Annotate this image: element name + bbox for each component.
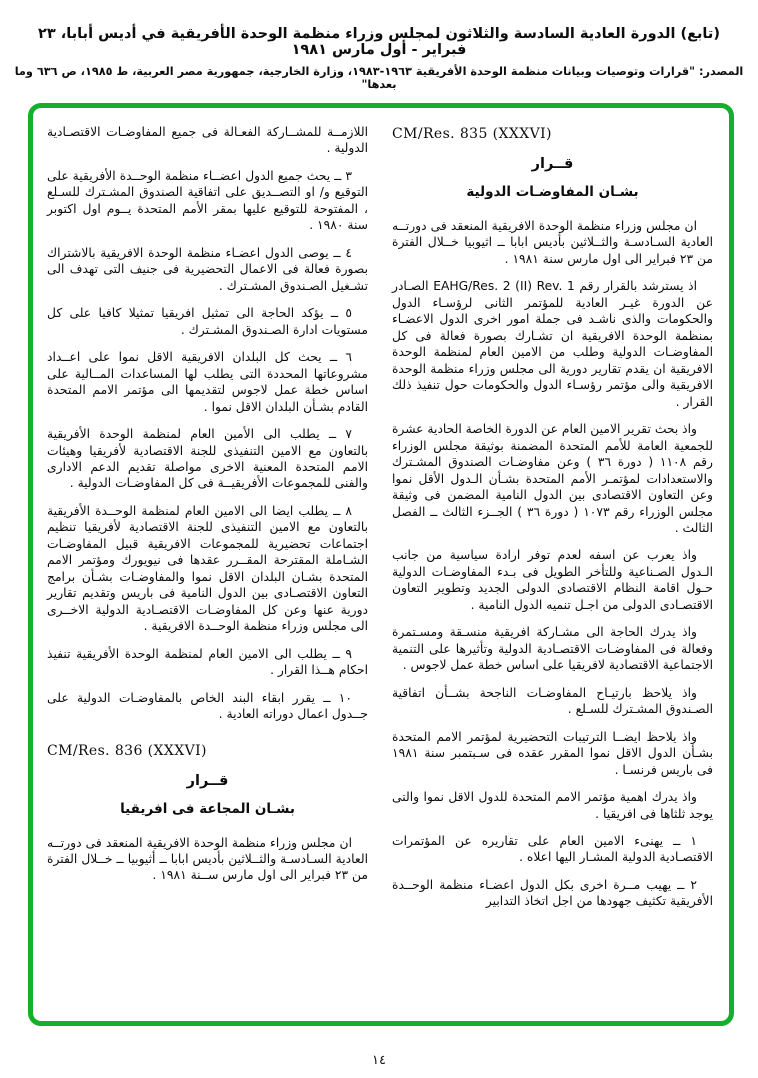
res836-paragraph: ان مجلس وزراء منظمة الوحدة الافريقية المنعقد فى دورتــه العادية السـادسـة والثــلاثين بأديس ابابا ــ أثيوبيا ــ خــلال الفترة من ٢٣ فبراير الى اول مارس ســنة ١٩٨١ . <box>47 835 368 883</box>
column-right <box>392 124 713 1011</box>
res835-operative-item: ٨ ــ يطلب ايضا الى الامين العام لمنظمة الوحــدة الأفريقية بالتعاون مع الامين التنفيذى للجنة الاقتصادية لأفريقيا تنظيم اجتماعات تحضيرية للمجموعات الافريقية قبيل المفاوضـات الشـاملة المقترحة المقــرر عقدها فى نيويورك ومؤتمر الامم المتحدة بشـان البلدان الاقل نموا والمفاوضـات بشـأن برامج التعاون الاقتصـادى بين الدول النامية فى باريس وتقديم تقارير دورية عنها وعن كل المفاوضـات الاقتصـادية الدولية الاخــرى الى مجلس وزراء منظمة الوحــدة الافريقية . <box>47 503 368 634</box>
resolution-835-title: قــرار <box>531 156 574 172</box>
res835-operative-item: ١٠ ــ يقرر ابقاء البند الخاص بالمفاوضـات الدولية على جــدول اعمال دوراته العادية . <box>47 690 368 722</box>
page-header <box>0 0 758 91</box>
content-frame <box>28 103 734 1026</box>
resolution-835-subtitle: بشـان المفاوضـات الدولية <box>466 184 639 200</box>
resolution-836-id: CM/Res. 836 (XXXVI) <box>47 742 207 759</box>
res835-paragraph: واذ يعرب عن اسفه لعدم توفر ارادة سياسية من جانب الـدول الصـناعية وللتأخر الطويل فى بـدء المفاوضـات الدولية حـول اقامة النظام الاقتصادى الدولى الجديد وتطوير التعاون الاقتصـادى الدولى من اجـل تنميه الدول النامية . <box>392 548 713 612</box>
resolution-836-title: قــرار <box>186 772 229 789</box>
res835-paragraph: ان مجلس وزراء منظمة الوحدة الافريقية المنعقد فى دورتــه العادية السـادسـة والثــلاثين بأديس ابابا ــ اثيوبيا خــلال الفترة من ٢٣ فبراير الى اول مارس سنة ١٩٨١ . <box>392 219 713 266</box>
res835-paragraph: واذ يدرك الحاجة الى مشـاركة افريقية منسـقة ومسـتمرة وفعالة فى المفاوضـات الاقتصـادية الدولية وتأثيرها على التنمية الاجتماعية الاقتصادية لافريقيا على اساس خطة عمل لاجوس . <box>392 625 713 673</box>
res835-operative-item: ٩ ــ يطلب الى الامين العام لمنظمة الوحدة الأفريقية تنفيذ احكام هــذا القرار . <box>47 646 368 678</box>
source-line: المصدر: "قرارات وتوصيات وبيانات منظمة الوحدة الأفريقية ١٩٦٣-١٩٨٣، وزارة الخارجية، جمهورية مصر العربية، ط ١٩٨٥، ص ٦٣٦ وما بعدها" <box>14 65 744 91</box>
resolution-836-subtitle: بشـان المجاعة فى افريقيا <box>120 800 295 817</box>
res835-paragraph: واذ يدرك اهمية مؤتمر الامم المتحدة للدول الاقل نموا والتى يوجد ثلثاها فى افريقيا . <box>392 790 713 821</box>
resolution-835-id: CM/Res. 835 (XXXVI) <box>392 126 552 142</box>
res835-operative-item: ٥ ــ يؤكد الحاجة الى تمثيل افريقيا تمثيلا كافيا على كل مستويات ادارة الصـندوق المشـترك . <box>47 306 368 337</box>
res835-operative-item: ٢ ــ يهيب مــرة اخرى بكل الدول اعضـاء منظمة الوحــدة الأفريقية تكثيف جهودها من اجل اتخاذ التدابير <box>392 877 713 909</box>
res835-paragraph: واذ يلاحظ بارتيـاح المفاوضـات الناجحة بشــأن اتفاقية الصـندوق المشـترك للسـلع . <box>392 685 713 717</box>
res835-operative-item: ٦ ــ يحث كل البلدان الافريقية الاقل نموا على اعــداد مشروعاتها المحددة التى يطلب لها المساعدات المــالية على اساس خطة عمل لاجوس لتقديمها الى مؤتمر الامم المتحدة القادم بشـأن البلدان الاقل نموا . <box>47 350 368 414</box>
res835-paragraph: اذ يسترشد بالقرار رقم EAHG/Res. 2 (II) Rev. 1 الصـادر عن الدورة غيـر العادية للمؤتمر الثانى لرؤسـاء الدول والحكومات والذى ناشـد فى جملة امور اخرى الدول الاعضـاء بمنظمة الوحدة الافريقية ان تشـارك بصورة فعالة فى كل المفاوضـات الدولية وطلب من الامين العام لمنظمة الوحدة الافريقية ان يقدم تقارير دورية الى مجلس وزراء منظمة الوحدة الافريقية والى مؤتمر رؤسـاء الدول والحكومات حول تنفيذ ذلك القرار . <box>392 279 713 409</box>
res835-operative-item: ٤ ــ يوصى الدول اعضـاء منظمة الوحدة الافريقية بالاشتراك بصورة فعالة فى الاعمال التحضيرية فى جنيف التى تهدف الى تشـغيل الصـندوق المشـترك . <box>47 245 368 293</box>
column-left <box>47 124 368 1011</box>
session-title: (تابع) الدورة العادية السادسة والثلاثون لمجلس وزراء منظمة الوحدة الأفريقية في أديس أبابا، ٢٣ فبراير - أول مارس ١٩٨١ <box>38 26 720 58</box>
res835-operative-item: ١ ــ يهنىء الامين العام على تقاريره عن المؤتمرات الاقتصـادية الدولية المشـار اليها اعلاه . <box>392 834 713 865</box>
res835-operative-item: ٣ ــ يحث جميع الدول اعضــاء منظمة الوحــدة الأفريقية على التوقيع و/ او التصــديق على اتفاقية الصندوق المشـترك للسـلع ، المفتوحة للتوقيع عليها بمقر الأمم المتحدة يــوم اول اكتوبر سنة ١٩٨٠ . <box>47 168 368 233</box>
res835-continuation: اللازمــة للمشــاركة الفعـالة فى جميع المفاوضـات الاقتصـادية الدولية . <box>47 125 368 156</box>
res835-paragraph: واذ يلاحظ ايضــا الترتيبات التحضيرية لمؤتمر الامم المتحدة بشـأن الدول الاقل نموا المقرر عقده فى سـبتمبر سنة ١٩٨١ فى باريس فرنسـا . <box>392 729 713 777</box>
page-number: ١٤ <box>372 1053 386 1068</box>
res835-paragraph: واذ بحث تقرير الامين العام عن الدورة الخاصة الحادية عشرة للجمعية العامة للأمم المتحدة المضمنة بوثيقة مجلس الوزراء رقم ١١٠٨ ( دورة ٣٦ ) وعن مفاوضـات الصندوق المشـترك والاستعدادات لمؤتمـر الأمم المتحدة بشـأن الـدول الأقل نموا وعن التعاون الاقتصادى بين الدول النامية المضمن فى وثيقة مجلس الوزراء رقم ١٠٧٣ ( دورة ٣٦ ) الجــزء الثالث ــ الفصل الثالث . <box>391 422 713 535</box>
res835-operative-item: ٧ ــ يطلب الى الأمين العام لمنظمة الوحدة الأفريقية بالتعاون مع الامين التنفيذى للجنة الاقتصادية لأفريقيا وهيئات الامم المتحدة المعنية الاخرى مواصلة تقديم الدعم الادارى والفنى للمجموعات الأفريقيــة فى كل المفاوضـات الدولية . <box>47 427 368 491</box>
